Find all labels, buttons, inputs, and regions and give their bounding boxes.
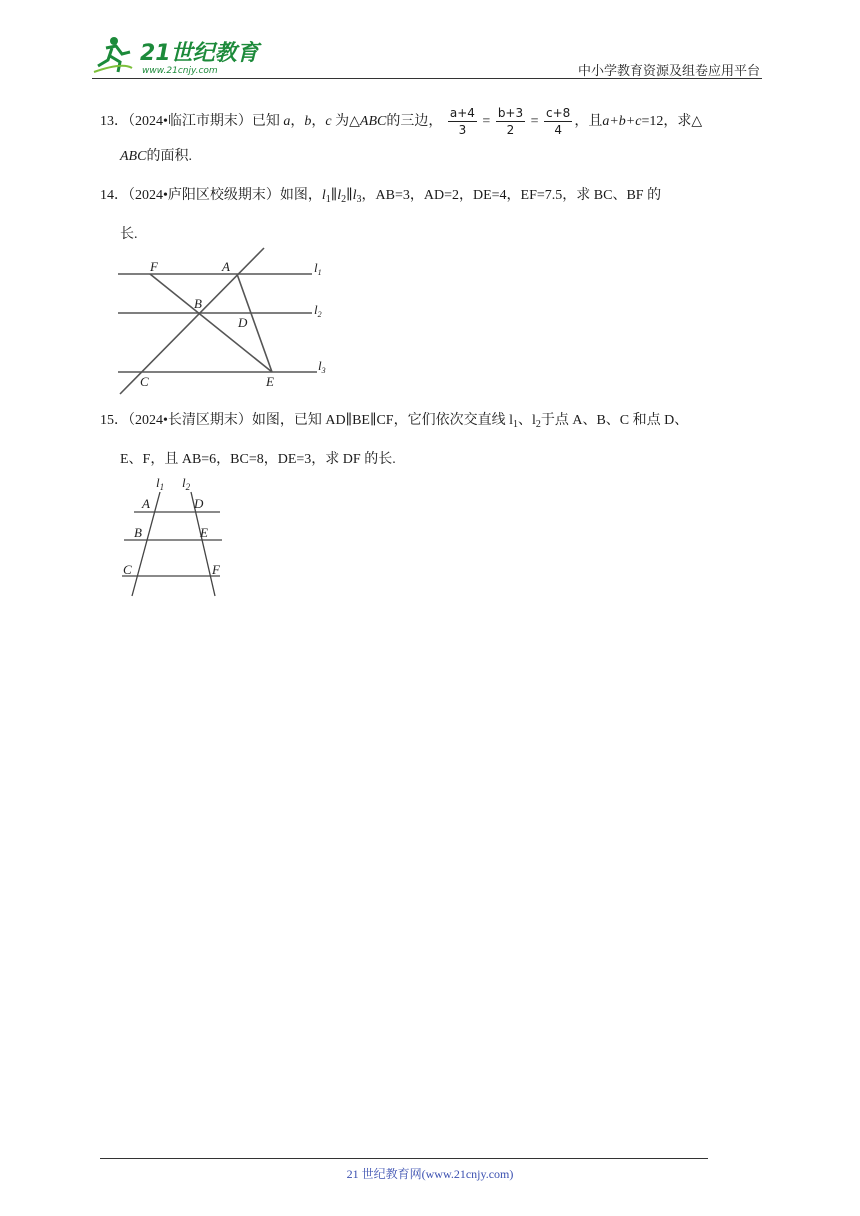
fraction-denominator: 4 xyxy=(554,123,562,138)
fraction-3 xyxy=(544,105,572,138)
question-text: ，AB=3，AD=2，DE=4，EF=7.5，求 BC、BF 的 xyxy=(361,188,662,203)
question-13 xyxy=(100,104,762,174)
equals-sign: = xyxy=(482,114,491,129)
point-label-f: F xyxy=(212,562,220,577)
question-text: ，且 xyxy=(574,114,603,129)
subscript: 1 xyxy=(512,419,518,430)
var-c: c xyxy=(325,114,332,129)
question-text: 如图， xyxy=(279,188,322,203)
point-label-c: C xyxy=(140,374,149,389)
point-label-a: A xyxy=(222,259,230,274)
question-source: （2024•临江市期末） xyxy=(128,114,252,129)
question-13-line2 xyxy=(100,139,762,174)
fraction-numerator: c+8 xyxy=(546,106,571,121)
footer-site-link[interactable]: 21 世纪教育网(www.21cnjy.com) xyxy=(346,1167,514,1181)
question-14-line2: 长. xyxy=(120,227,138,242)
fraction-denominator: 3 xyxy=(458,123,467,138)
var-a: a xyxy=(283,114,291,129)
subscript: 2 xyxy=(341,194,347,205)
question-text: 已知 xyxy=(251,114,280,129)
line-label: l xyxy=(337,188,342,203)
question-source: （2024•庐阳区校级期末） xyxy=(128,188,280,203)
header-divider xyxy=(92,78,762,79)
fraction-1 xyxy=(448,105,477,138)
question-number: 13． xyxy=(100,114,128,129)
point-label-e: E xyxy=(200,525,208,540)
question-14 xyxy=(100,178,762,252)
question-text: =12，求△ xyxy=(641,114,703,129)
sum-expression: a+b+c xyxy=(602,114,642,129)
question-14-line1 xyxy=(100,178,762,217)
point-label-b: B xyxy=(134,525,142,540)
subscript: 3 xyxy=(356,194,362,205)
question-text: 、l xyxy=(517,413,536,428)
figure-15 xyxy=(112,474,232,600)
equals-sign: = xyxy=(530,114,539,129)
fraction-denominator: 2 xyxy=(506,123,515,138)
question-text: 于点 A、B、C 和点 D、 xyxy=(540,413,689,428)
question-number: 15． xyxy=(100,413,128,428)
question-number: 14． xyxy=(100,188,128,203)
point-label-d: D xyxy=(238,315,248,330)
logo-text: 21世纪教育 xyxy=(140,41,259,66)
header-platform-text: 中小学教育资源及组卷应用平台 xyxy=(577,63,760,78)
logo-url: www.21cnjy.com xyxy=(142,66,218,76)
line-label: l xyxy=(321,188,326,203)
line-label-l3: $l_3$ xyxy=(318,358,326,375)
point-label-d: D xyxy=(194,496,204,511)
var-b: b xyxy=(304,114,312,129)
subscript: 1 xyxy=(325,194,331,205)
question-text: 为△ xyxy=(335,114,360,129)
line-label-l1: $l_1$ xyxy=(314,260,322,277)
fraction-2 xyxy=(496,105,525,138)
point-label-a: A xyxy=(142,496,150,511)
point-label-f: F xyxy=(150,259,158,274)
figure-14 xyxy=(112,244,342,396)
triangle-name: ABC xyxy=(120,149,147,164)
question-15 xyxy=(100,403,762,477)
runner-icon xyxy=(94,37,132,72)
triangle-name: ABC xyxy=(359,114,387,129)
line-label: l xyxy=(352,188,357,203)
question-text: 如图，已知 AD∥BE∥CF，它们依次交直线 l xyxy=(251,413,513,428)
line-label-l1: $l_1$ xyxy=(156,475,165,492)
fraction-numerator: a+4 xyxy=(449,106,475,121)
question-text: 的三边， xyxy=(386,114,443,129)
footer-divider xyxy=(100,1158,708,1159)
subscript: 2 xyxy=(535,419,541,430)
question-15-line2: E、F，且 AB=6，BC=8，DE=3，求 DF 的长. xyxy=(120,452,396,467)
question-text: 的面积. xyxy=(146,149,192,164)
question-15-line1 xyxy=(100,403,762,442)
parallel-symbol: ∥ xyxy=(330,188,338,203)
question-13-line1: 13．（2024•临江市期末）已知 a，b，c 为△ABC的三边， $\frac{a+4}{3}$ = $\frac{b+3}{2}$ = $\frac{c+8}{4}$ ，且a+b+c=12，求△ xyxy=(100,106,703,138)
point-label-b: B xyxy=(194,296,202,311)
point-label-c: C xyxy=(123,562,132,577)
line-label-l2: $l_2$ xyxy=(182,475,191,492)
point-label-e: E xyxy=(266,374,274,389)
line-label-l2: $l_2$ xyxy=(314,302,322,319)
parallel-symbol: ∥ xyxy=(346,188,353,203)
site-logo xyxy=(92,32,262,78)
question-source: （2024•长清区期末） xyxy=(128,413,252,428)
fraction-numerator: b+3 xyxy=(497,106,524,121)
